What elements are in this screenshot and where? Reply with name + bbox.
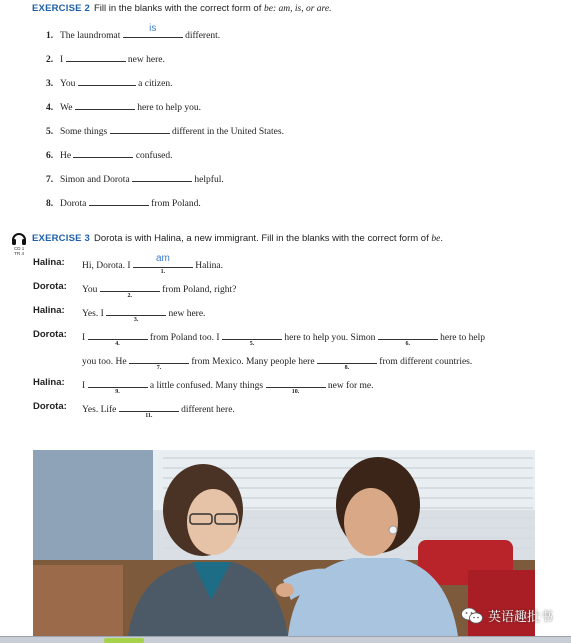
item-text: from Poland. (151, 199, 201, 209)
taskbar-button[interactable] (104, 638, 144, 643)
answer-blank[interactable] (222, 329, 282, 347)
answer-blank[interactable] (132, 171, 192, 182)
item-text: a citizen. (138, 79, 173, 89)
handwritten-answer: am (155, 253, 170, 264)
exercise-2-item (46, 75, 172, 89)
be-word: be (431, 234, 441, 244)
dialogue-text: from different countries. (379, 357, 473, 367)
item-number: 3. (46, 79, 54, 89)
dialogue-line (82, 281, 237, 299)
dialogue-text: Yes. I (82, 309, 104, 319)
dialogue-text: from Mexico. Many people here (191, 357, 315, 367)
item-text: new here. (127, 55, 165, 65)
blank-number: 3. (133, 317, 139, 323)
photo-illustration (33, 450, 535, 636)
be-word: be (263, 4, 273, 14)
watermark-text: 英语趣批书 (487, 610, 553, 625)
blank-number: 8. (344, 365, 350, 371)
dialogue-line (82, 401, 235, 419)
exercise-2-item (46, 23, 221, 41)
item-text: Dorota (60, 199, 87, 209)
item-text: Some things (60, 127, 108, 137)
blank-number: 9. (115, 389, 120, 395)
wechat-watermark (461, 606, 553, 625)
item-text: I (60, 55, 64, 65)
dialogue-text: here to help (440, 333, 485, 343)
item-text: Simon and Dorota (60, 175, 130, 185)
exercise-3-heading: EXERCISE 3 Dorota is with Halina, a new immigrant. Fill in the blanks with the correct form of be. (32, 233, 443, 244)
dialogue-text: from Poland, right? (162, 285, 237, 295)
speaker-dorota: Dorota: (33, 281, 67, 292)
blank-number: 2. (127, 293, 133, 299)
answer-blank[interactable] (378, 329, 438, 347)
item-number: 6. (46, 151, 54, 161)
headphones-icon[interactable] (11, 230, 27, 246)
dialogue-text: here to help you. Simon (284, 333, 376, 343)
exercise-2-instruction: Fill in the blanks with the correct form of (93, 3, 264, 14)
answer-blank[interactable] (75, 99, 135, 110)
exercise-2-item (46, 123, 284, 137)
answer-blank[interactable] (110, 123, 170, 134)
speaker-halina: Halina: (33, 257, 65, 268)
answer-blank[interactable] (106, 305, 166, 323)
photo-two-women-talking (33, 450, 535, 636)
item-text: He (60, 151, 72, 161)
dialogue-text: a little confused. Many things (149, 381, 264, 391)
answer-blank[interactable] (123, 23, 183, 38)
dialogue-line (82, 353, 473, 371)
answer-blank[interactable] (129, 353, 189, 371)
track-number: TR 4 (14, 251, 25, 256)
dialogue-text: You (82, 285, 98, 295)
item-text: different. (185, 31, 221, 41)
blank-number: 6. (405, 341, 410, 347)
dialogue-text: new for me. (327, 381, 374, 391)
answer-blank[interactable] (266, 377, 326, 395)
dialogue-text: from Poland too. I (149, 333, 220, 343)
answer-blank[interactable] (78, 75, 136, 86)
answer-blank[interactable] (66, 51, 126, 62)
dialogue-text: different here. (181, 405, 235, 415)
item-number: 1. (46, 31, 54, 41)
answer-blank[interactable] (133, 253, 193, 275)
blank-number: 4. (115, 341, 120, 347)
exercise-2-item (46, 195, 201, 209)
item-text: You (60, 79, 76, 89)
exercise-2-item (46, 147, 173, 161)
blank-number: 5. (249, 341, 255, 347)
item-text: here to help you. (137, 103, 202, 113)
dialogue-text: new here. (168, 309, 206, 319)
dialogue-line (82, 305, 206, 323)
exercise-2-item (46, 99, 201, 113)
dialogue-text: I (82, 381, 86, 391)
dialogue-line (82, 377, 374, 395)
exercise-2-item (46, 171, 224, 185)
exercise-2-label: EXERCISE 2 (32, 3, 90, 14)
dialogue-line (82, 329, 485, 347)
answer-blank[interactable] (317, 353, 377, 371)
blank-number: 10. (291, 389, 300, 395)
answer-blank[interactable] (89, 195, 149, 206)
dialogue-text: I (82, 333, 86, 343)
dialogue-line (82, 253, 223, 275)
item-number: 2. (46, 55, 54, 65)
item-text: The laundromat (60, 31, 121, 41)
handwritten-answer: is (149, 23, 157, 34)
cd-number: CD 1 (14, 246, 25, 251)
dialogue-text: Yes. Life (82, 405, 117, 415)
item-text: We (60, 103, 73, 113)
speaker-halina: Halina: (33, 305, 65, 316)
exercise-2-item (46, 51, 165, 65)
item-number: 5. (46, 127, 54, 137)
answer-blank[interactable] (88, 329, 148, 347)
speaker-halina: Halina: (33, 377, 65, 388)
item-text: helpful. (194, 175, 224, 185)
item-text: confused. (135, 151, 173, 161)
exercise-2-heading (32, 3, 331, 14)
answer-blank[interactable] (73, 147, 133, 158)
answer-blank[interactable] (88, 377, 148, 395)
exercise-3-instruction: Dorota is with Halina, a new immigrant. Fill in the blanks with the correct form of (93, 233, 432, 244)
blank-number: 7. (156, 365, 162, 371)
item-number: 4. (46, 103, 54, 113)
answer-blank[interactable] (119, 401, 179, 419)
be-options: : am, is, or are. (272, 4, 332, 14)
dialogue-text: Halina. (195, 261, 223, 271)
item-number: 8. (46, 199, 54, 209)
blank-number: 11. (145, 413, 153, 419)
cd-track-label (14, 246, 24, 256)
blank-number: 1. (160, 269, 166, 275)
speaker-dorota: Dorota: (33, 329, 67, 340)
dialogue-text: Hi, Dorota. I (82, 261, 131, 271)
item-text: different in the United States. (172, 127, 284, 137)
exercise-3-label: EXERCISE 3 (32, 233, 90, 244)
speaker-dorota: Dorota: (33, 401, 67, 412)
wechat-icon (461, 607, 483, 625)
item-number: 7. (46, 175, 54, 185)
dialogue-text: you too. He (82, 357, 127, 367)
answer-blank[interactable] (100, 281, 160, 299)
